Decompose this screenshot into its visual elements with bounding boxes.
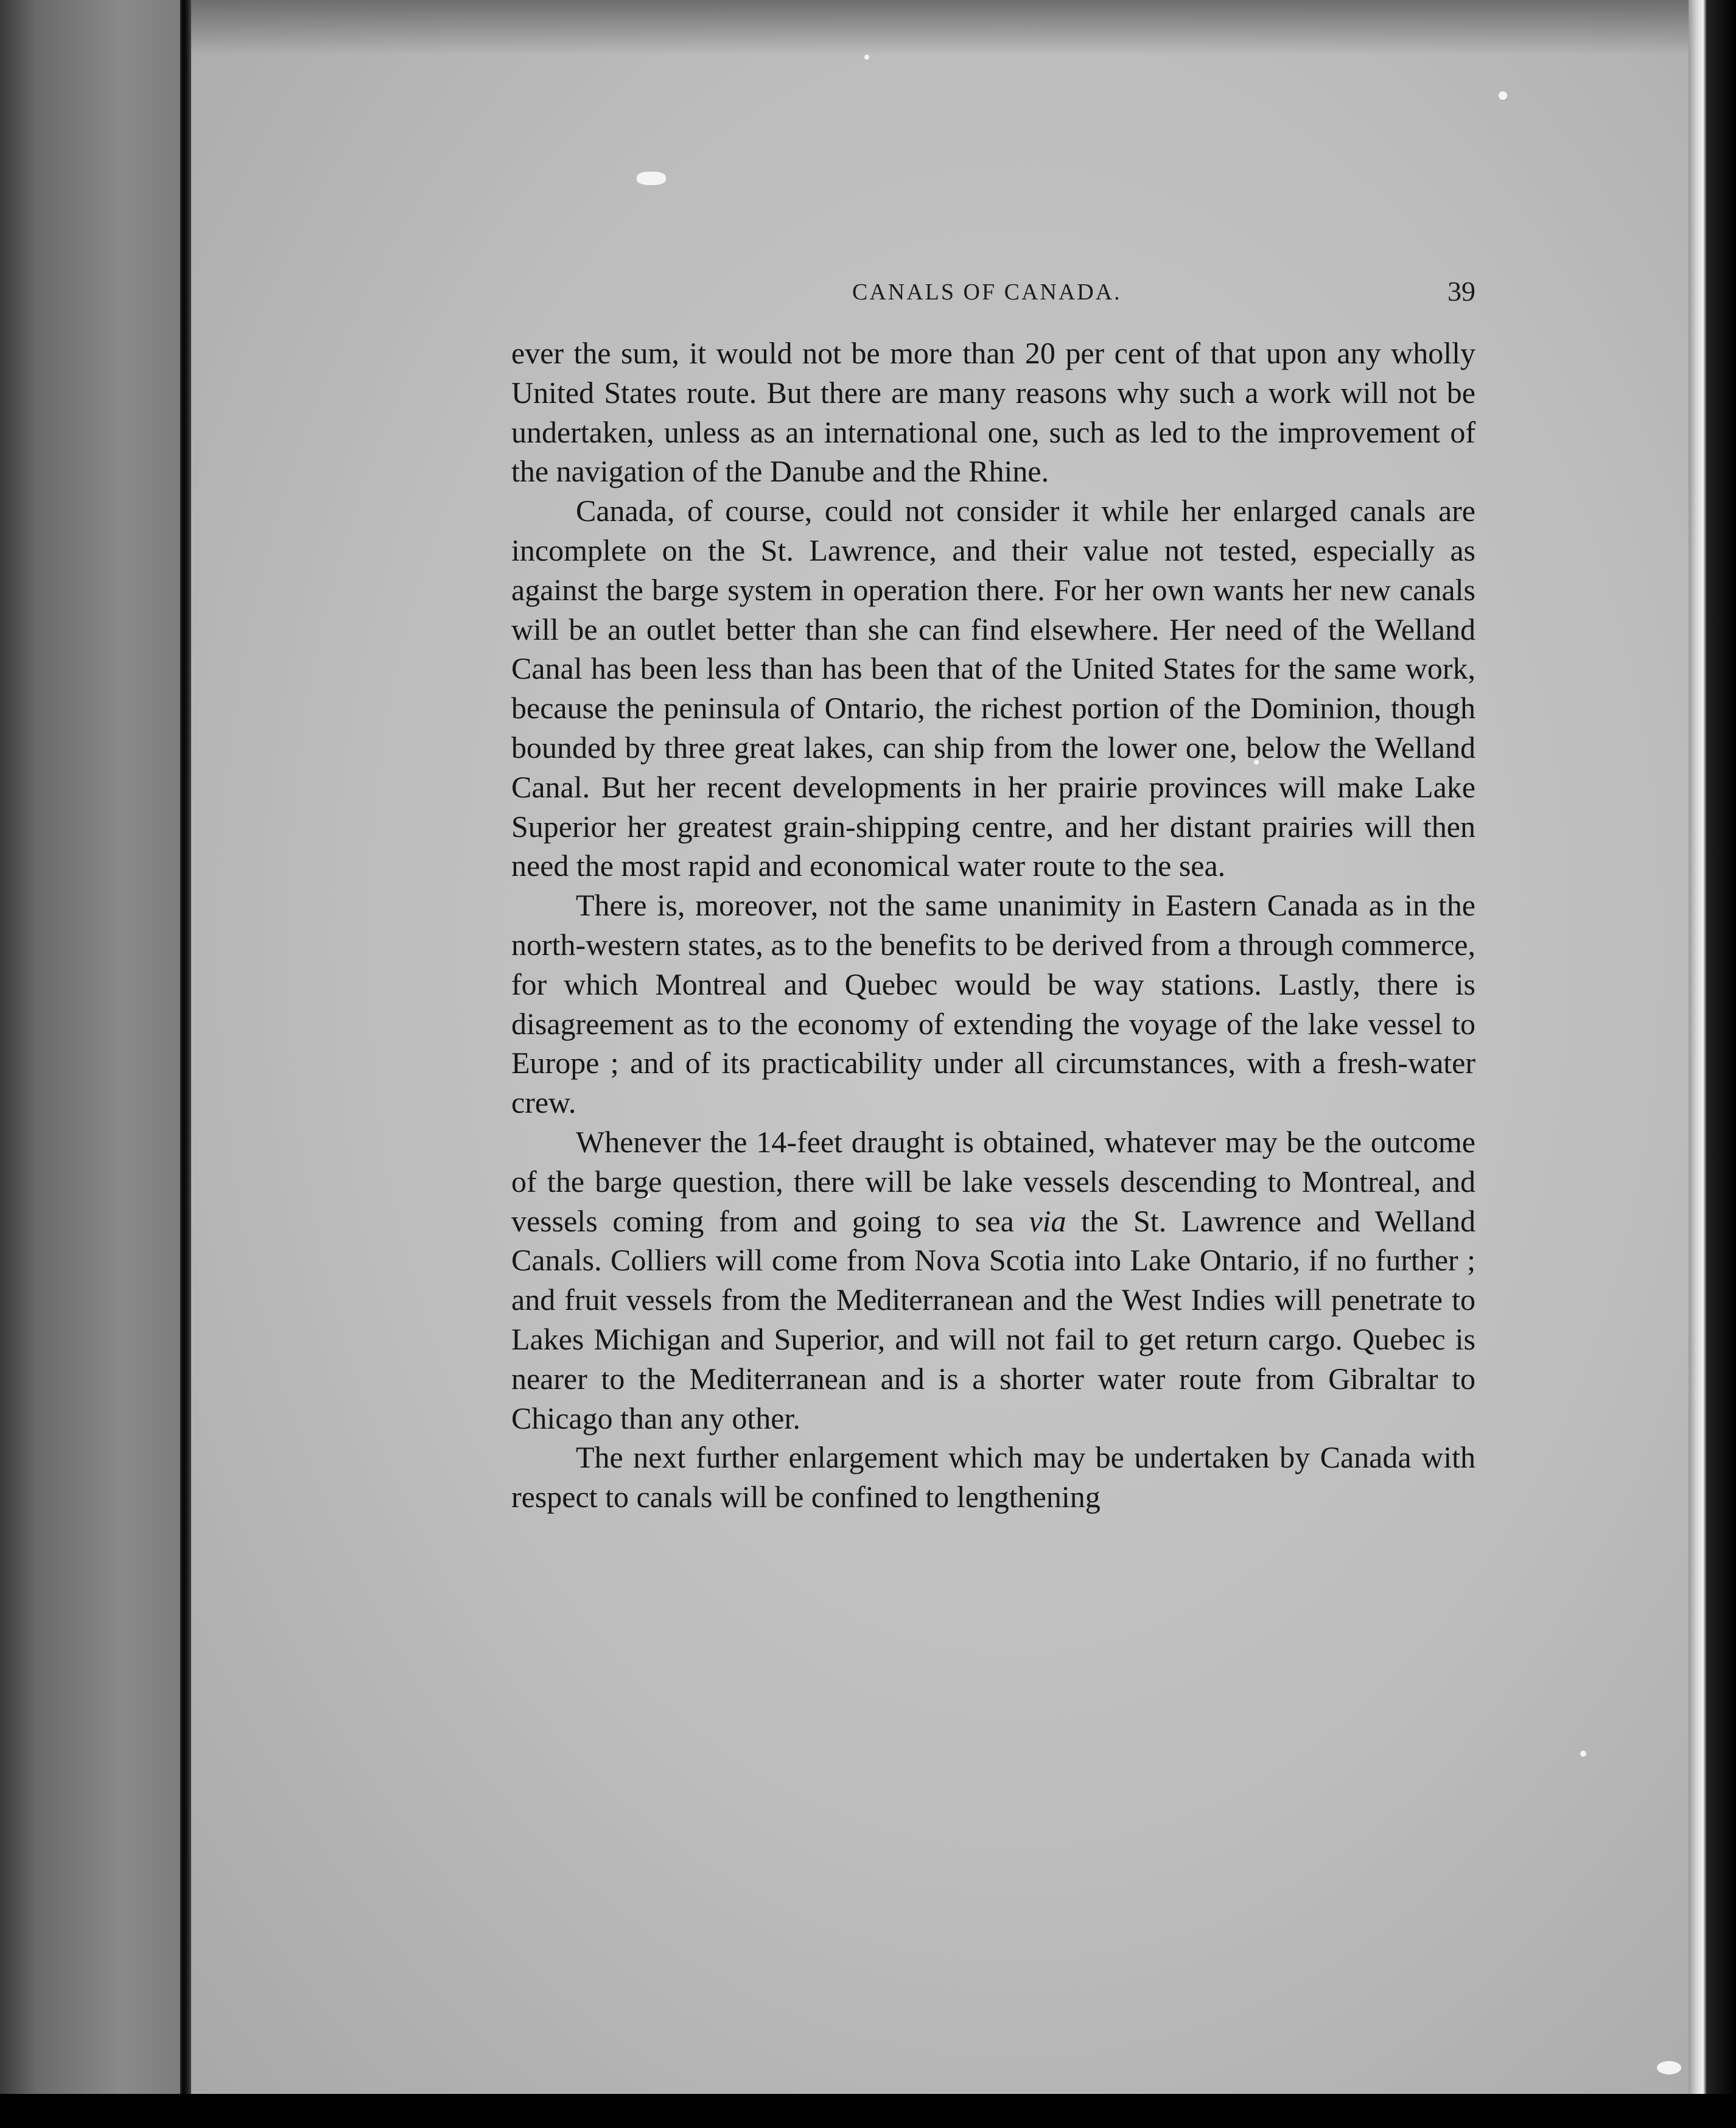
paragraph — [511, 334, 1475, 491]
paragraph-text: Canada, of course, could not consider it while her enlarged canals are incomplete on the St. Lawrence, and their value not tested, especially as against the barge system in operation there. For her own wants her new canals will be an outlet better than she can find elsewhere. Her need of the Welland Canal has been less than has been that of the United States for the same work, because the peninsula of Ontario, the richest portion of the Dominion, though bounded by three great lakes, can ship from the lower one, below the Welland Canal. But her recent developments in her prairie provinces will make Lake Superior her greatest grain-shipping centre, and her distant prairies will then need the most rapid and economical water route to the sea. — [511, 494, 1475, 883]
dust-speck — [1580, 1751, 1586, 1757]
paragraph-text: The next further enlargement which may be undertaken by Canada with respect to canals will be confined to lengthening — [511, 1440, 1475, 1514]
dust-speck — [1657, 2061, 1681, 2074]
paragraph — [511, 491, 1475, 886]
paragraph — [511, 1438, 1475, 1517]
dust-speck — [637, 172, 666, 185]
page-top-shadow — [191, 0, 1689, 55]
italic-term: via — [1029, 1203, 1066, 1238]
page-number: 39 — [1447, 276, 1475, 307]
body-text — [511, 334, 1475, 1517]
page-right-edge — [1689, 0, 1736, 2094]
dust-speck — [864, 55, 869, 60]
paragraph-text: There is, moreover, not the same unanimity in Eastern Canada as in the north-western states, as to the benefits to be derived from a through commerce, for which Montreal and Quebec would be way stations. Lastly, there is disagreement as to the economy of extending the voyage of the lake vessel to Europe ; and of its practicability under all circumstances, with a fresh-water crew. — [511, 888, 1475, 1120]
facing-page-edge — [0, 0, 190, 2094]
paragraph — [511, 886, 1475, 1122]
book-gutter — [180, 0, 191, 2094]
page-header — [511, 276, 1475, 315]
paragraph-text: the St. Lawrence and Welland Canals. Colliers will come from Nova Scotia into Lake Ontario, if no further ; and fruit vessels from the Mediterranean and the West Indies will penetrate to Lakes Michigan and Superior, and will not fail to get return cargo. Quebec is nearer to the Mediterranean and is a shorter water route from Gibraltar to Chicago than any other. — [511, 1203, 1476, 1435]
paragraph — [511, 1122, 1475, 1438]
dust-speck — [1499, 91, 1507, 100]
paragraph-text: ever the sum, it would not be more than 20 per cent of that upon any wholly United States route. But there are many reasons why such a work will not be undertaken, unless as an international one, such as led to the improvement of the navigation of the Danube and the Rhine. — [511, 336, 1475, 489]
running-title: CANALS OF CANADA. — [852, 279, 1122, 305]
scan-bottom-border — [0, 2094, 1736, 2128]
paragraph-text: Whenever the 14-feet draught is obtained, whatever may be the outcome of the barge question, there will be lake vessels descending to Montreal, and vessels coming from and going to sea — [511, 1124, 1475, 1238]
